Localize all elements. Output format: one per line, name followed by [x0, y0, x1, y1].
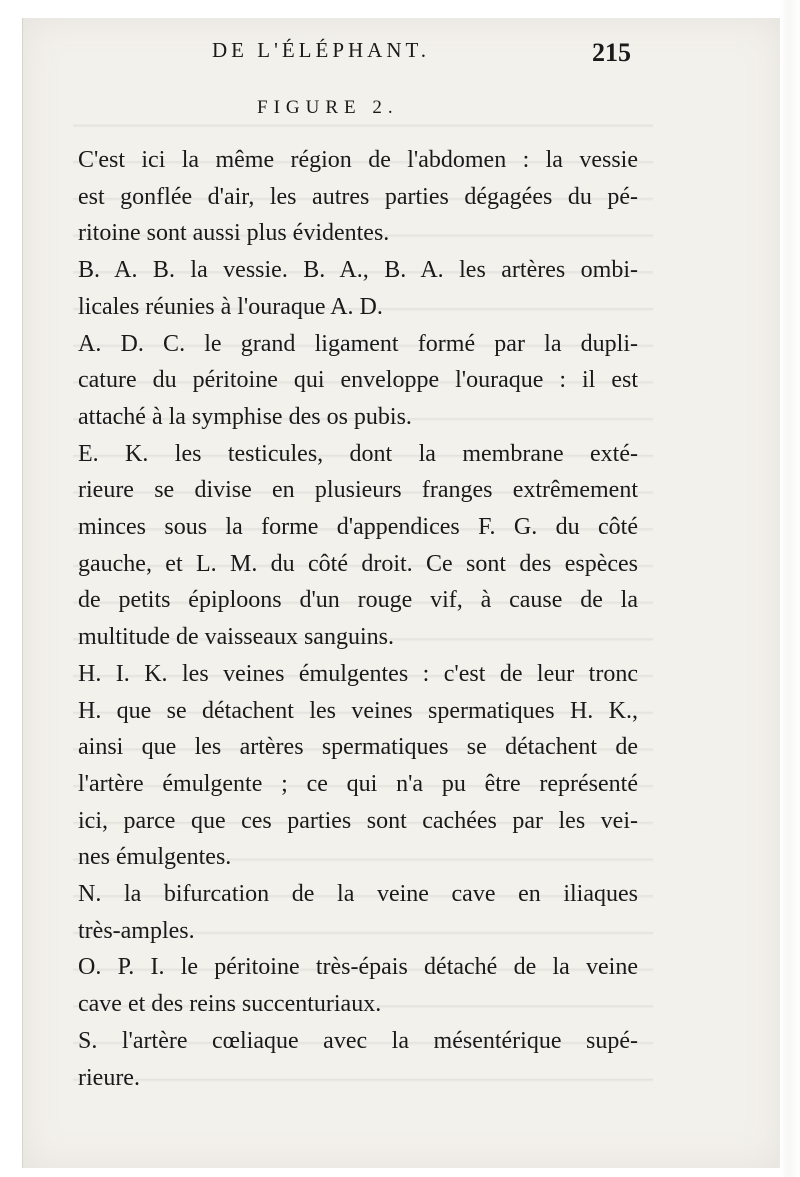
text-line: est gonflée d'air, les autres parties dégagées du pé- — [78, 183, 638, 210]
paragraph-4 — [50, 436, 638, 656]
figure-title: FIGURE 2. — [257, 97, 399, 118]
text-line: ainsi que les artères spermatiques se détachent de — [78, 734, 638, 761]
paragraph-3 — [50, 326, 638, 436]
text-line: ici, parce que ces parties sont cachées par les vei- — [78, 807, 638, 834]
paragraph-1 — [50, 142, 638, 252]
text-line: de petits épiploons d'un rouge vif, à cause de la — [78, 587, 638, 614]
page-edge — [780, 0, 800, 1177]
text-line: E. K. les testicules, dont la membrane exté- — [78, 440, 638, 467]
text-line: N. la bifurcation de la veine cave en iliaques — [78, 881, 638, 908]
text-line: A. D. C. le grand ligament formé par la dupli- — [78, 330, 638, 357]
text-line: très-amples. — [78, 917, 195, 944]
text-line: rieure. — [78, 1064, 140, 1091]
text-line: ritoine sont aussi plus évidentes. — [78, 220, 390, 247]
running-header: DE L'ÉLÉPHANT. — [212, 38, 431, 62]
paragraph-6 — [50, 876, 638, 949]
paragraph-5 — [50, 656, 638, 876]
text-line: B. A. B. la vessie. B. A., B. A. les artères ombi- — [78, 257, 638, 284]
text-line: C'est ici la même région de l'abdomen : la vessie — [78, 147, 638, 173]
text-line: attaché à la symphise des os pubis. — [78, 403, 412, 430]
page-number: 215 — [592, 38, 631, 67]
text-line: multitude de vaisseaux sanguins. — [78, 624, 394, 651]
text-line: cave et des reins succenturiaux. — [78, 991, 382, 1018]
paragraph-8 — [50, 1023, 638, 1096]
text-line: cature du péritoine qui enveloppe l'ouraque : il est — [78, 367, 638, 394]
text-line: licales réunies à l'ouraque A. D. — [78, 293, 383, 320]
text-line: nes émulgentes. — [78, 844, 232, 871]
text-line: gauche, et L. M. du côté droit. Ce sont des espèces — [78, 550, 638, 577]
text-line: H. que se détachent les veines spermatiques H. K., — [78, 697, 638, 724]
body-text — [50, 142, 638, 1096]
paragraph-2 — [50, 252, 638, 325]
text-line: l'artère émulgente ; ce qui n'a pu être représenté — [78, 770, 638, 797]
paragraph-7 — [50, 949, 638, 1022]
text-line: minces sous la forme d'appendices F. G. du côté — [78, 514, 638, 541]
text-line: O. P. I. le péritoine très-épais détaché de la veine — [78, 954, 638, 981]
text-line: rieure se divise en plusieurs franges extrêmement — [78, 477, 638, 504]
text-line: H. I. K. les veines émulgentes : c'est de leur tronc — [78, 660, 638, 687]
text-line: S. l'artère cœliaque avec la mésentérique supé- — [78, 1027, 638, 1054]
